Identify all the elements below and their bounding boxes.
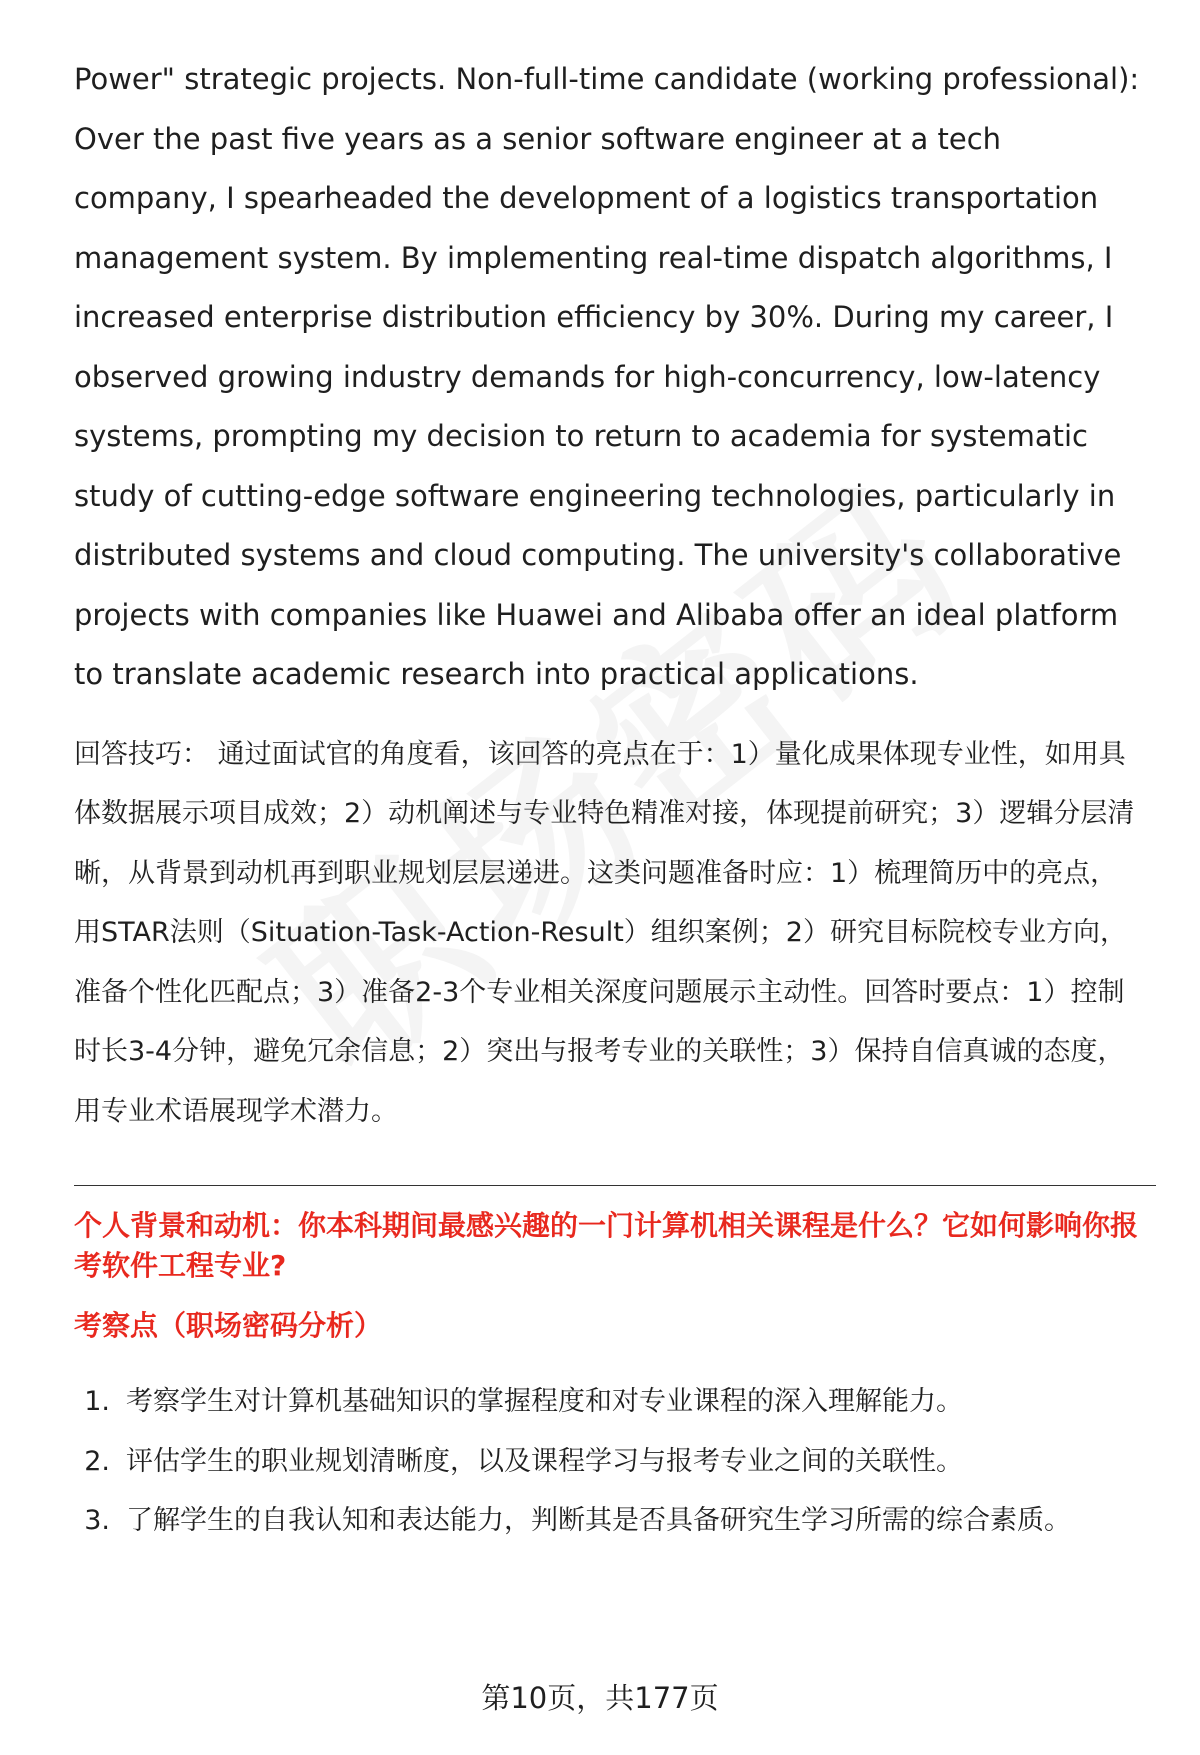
analysis-heading: 考察点（职场密码分析） (74, 1309, 383, 1342)
list-item (74, 1491, 1144, 1551)
list-item (74, 1372, 1144, 1432)
answer-tips-paragraph: 回答技巧： 通过面试官的角度看，该回答的亮点在于：1）量化成果体现专业性，如用具体数据展示项目成效；2）动机阐述与专业特色精准对接，体现提前研究；3）逻辑分层清晰，从背景到动机再到职业规划层层递进。这类问题准备时应：1）梳理简历中的亮点，用STAR法则（Situation-Task-Action-Result）组织案例；2）研究目标院校专业方向，准备个性化匹配点；3）准备2-3个专业相关深度问题展示主动性。回答时要点：1）控制时长3-4分钟，避免冗余信息；2）突出与报考专业的关联性；3）保持自信真诚的态度，用专业术语展现学术潜力。 (74, 738, 1135, 1127)
list-item-number: 2. (84, 1445, 110, 1477)
list-item (74, 1432, 1144, 1492)
analysis-points-list (74, 1372, 1144, 1551)
list-item-text: 考察学生对计算机基础知识的掌握程度和对专业课程的深入理解能力。 (126, 1386, 963, 1417)
list-item-number: 3. (84, 1505, 110, 1536)
english-paragraph: Power" strategic projects. Non-full-time candidate (working professional): Over the past five years as a senior software engineer at a tech company, I spearheaded the development of a logistics transportation management system. By implementing real-time dispatch algorithms, I increased enterprise distribution efficiency by 30%. During my career, I observed growing industry demands for high-concurrency, low-latency systems, prompting my decision to return to academia for systematic study of cutting-edge software engineering technologies, particularly in distributed systems and cloud computing. The university's collaborative projects with companies like Huawei and Alibaba offer an ideal platform to translate academic research into practical applications. (74, 62, 1140, 691)
document-content (74, 50, 1144, 1551)
section-divider (74, 1185, 1156, 1186)
question-title: 个人背景和动机：你本科期间最感兴趣的一门计算机相关课程是什么？它如何影响你报考软件工程专业? (74, 1209, 1139, 1282)
page-number-footer: 第10页，共177页 (481, 1681, 719, 1715)
list-item-number: 1. (84, 1386, 110, 1417)
list-item-text: 评估学生的职业规划清晰度，以及课程学习与报考专业之间的关联性。 (126, 1445, 963, 1477)
list-item-text: 了解学生的自我认知和表达能力，判断其是否具备研究生学习所需的综合素质。 (126, 1505, 1071, 1536)
